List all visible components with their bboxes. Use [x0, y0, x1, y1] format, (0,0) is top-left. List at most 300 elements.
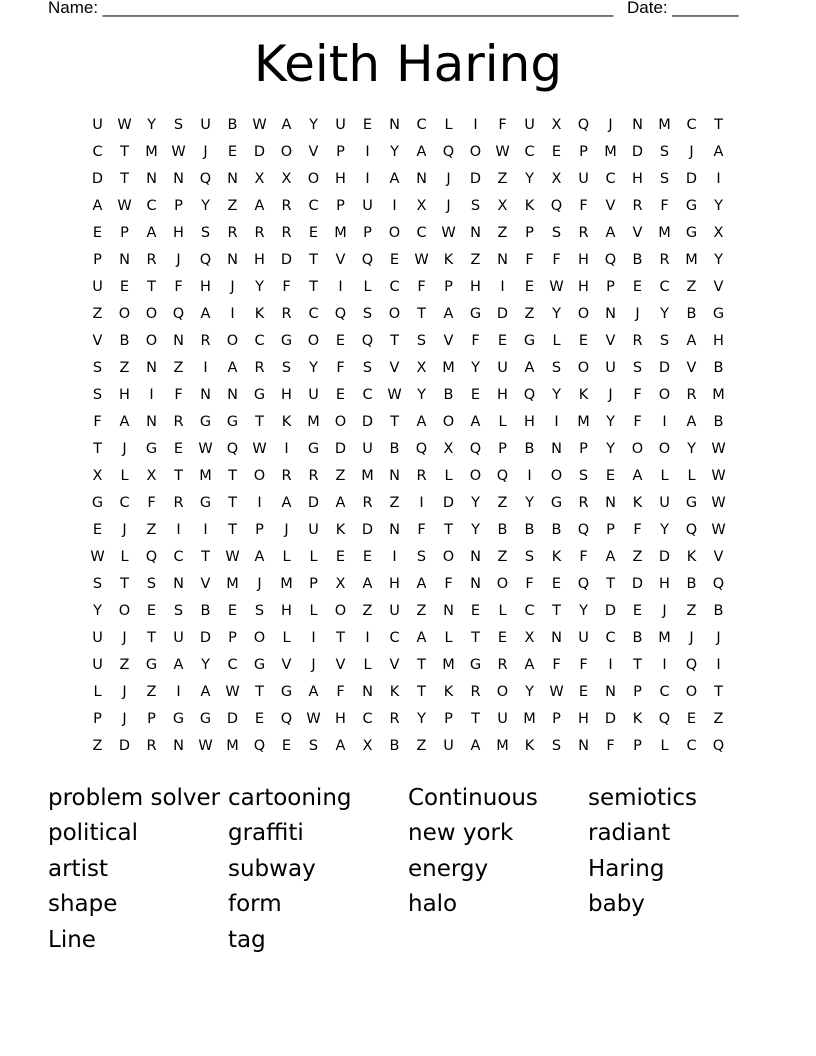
grid-letter: B: [389, 441, 400, 457]
grid-letter: R: [281, 468, 292, 484]
grid-letter: O: [658, 387, 671, 403]
grid-letter: M: [145, 144, 158, 160]
grid-letter: A: [335, 738, 346, 754]
grid-letter: A: [524, 657, 535, 673]
grid-letter: T: [309, 252, 318, 268]
grid-letter: A: [254, 549, 265, 565]
grid-letter: C: [524, 603, 535, 619]
word-bank-item: artist: [48, 855, 108, 882]
grid-letter: R: [497, 657, 508, 673]
grid-letter: T: [714, 117, 723, 133]
grid-letter: Y: [714, 198, 723, 214]
grid-letter: A: [470, 738, 481, 754]
grid-letter: Y: [93, 603, 102, 619]
grid-letter: D: [442, 495, 455, 511]
grid-letter: W: [198, 441, 213, 457]
grid-letter: U: [335, 117, 346, 133]
grid-letter: M: [604, 144, 617, 160]
grid-letter: Z: [119, 657, 130, 673]
grid-letter: U: [92, 630, 103, 646]
grid-letter: Q: [226, 441, 239, 457]
word-bank-item: energy: [408, 855, 489, 882]
grid-letter: I: [149, 387, 154, 403]
grid-letter: J: [446, 198, 451, 214]
grid-letter: F: [336, 360, 345, 376]
date-field-label: Date: _______: [627, 0, 739, 17]
grid-letter: C: [686, 738, 697, 754]
grid-letter: N: [173, 738, 184, 754]
grid-letter: O: [388, 306, 401, 322]
grid-row: [84, 571, 732, 598]
grid-letter: E: [92, 225, 103, 241]
grid-letter: V: [605, 198, 616, 214]
grid-letter: F: [417, 522, 426, 538]
grid-letter: G: [469, 657, 482, 673]
grid-letter: N: [470, 225, 481, 241]
grid-letter: I: [419, 495, 424, 511]
grid-letter: X: [551, 171, 562, 187]
grid-letter: J: [122, 441, 127, 457]
grid-letter: T: [417, 306, 426, 322]
grid-letter: H: [335, 711, 346, 727]
grid-letter: F: [579, 549, 588, 565]
grid-letter: U: [605, 360, 616, 376]
grid-letter: O: [145, 333, 158, 349]
grid-letter: T: [552, 603, 561, 619]
grid-letter: Y: [417, 711, 426, 727]
grid-letter: U: [578, 630, 589, 646]
grid-letter: B: [686, 306, 697, 322]
grid-letter: F: [417, 279, 426, 295]
grid-letter: Z: [92, 738, 103, 754]
grid-letter: L: [93, 684, 102, 700]
grid-letter: S: [659, 333, 670, 349]
grid-letter: W: [171, 144, 186, 160]
grid-letter: G: [307, 441, 320, 457]
grid-letter: C: [308, 306, 319, 322]
grid-letter: X: [362, 738, 373, 754]
grid-letter: T: [633, 657, 642, 673]
grid-letter: P: [363, 225, 372, 241]
grid-letter: I: [230, 306, 235, 322]
grid-letter: J: [122, 684, 127, 700]
grid-letter: X: [92, 468, 103, 484]
grid-letter: C: [389, 279, 400, 295]
grid-letter: P: [120, 225, 129, 241]
grid-letter: U: [200, 117, 211, 133]
grid-letter: N: [173, 333, 184, 349]
grid-letter: D: [226, 711, 239, 727]
grid-letter: E: [308, 225, 319, 241]
grid-letter: O: [442, 414, 455, 430]
grid-letter: Z: [146, 684, 157, 700]
grid-letter: F: [606, 738, 615, 754]
grid-letter: Y: [525, 684, 534, 700]
grid-letter: R: [173, 414, 184, 430]
grid-letter: E: [362, 549, 373, 565]
grid-letter: T: [390, 414, 399, 430]
grid-letter: D: [604, 711, 617, 727]
grid-letter: P: [309, 576, 318, 592]
grid-letter: T: [120, 144, 129, 160]
grid-letter: W: [387, 387, 402, 403]
grid-letter: S: [254, 603, 265, 619]
grid-row: [84, 652, 732, 679]
grid-letter: F: [552, 252, 561, 268]
grid-letter: A: [470, 414, 481, 430]
grid-letter: L: [687, 468, 696, 484]
grid-letter: Y: [579, 603, 588, 619]
grid-letter: E: [578, 333, 589, 349]
grid-letter: K: [551, 549, 562, 565]
grid-letter: Z: [497, 495, 508, 511]
grid-letter: M: [361, 468, 374, 484]
grid-letter: Z: [119, 360, 130, 376]
grid-letter: A: [416, 144, 427, 160]
grid-letter: F: [147, 495, 156, 511]
grid-letter: Q: [361, 252, 374, 268]
grid-letter: L: [282, 549, 291, 565]
grid-letter: F: [471, 333, 480, 349]
grid-row: [84, 166, 732, 193]
grid-letter: O: [469, 468, 482, 484]
grid-letter: H: [281, 387, 292, 403]
grid-letter: W: [414, 252, 429, 268]
grid-letter: C: [119, 495, 130, 511]
grid-letter: U: [578, 171, 589, 187]
grid-letter: W: [495, 144, 510, 160]
grid-letter: V: [605, 333, 616, 349]
grid-letter: F: [174, 279, 183, 295]
grid-letter: D: [658, 549, 671, 565]
grid-letter: F: [579, 657, 588, 673]
grid-letter: I: [176, 684, 181, 700]
grid-letter: V: [686, 360, 697, 376]
grid-letter: Y: [201, 198, 210, 214]
word-bank-item: shape: [48, 891, 118, 918]
grid-letter: S: [551, 738, 562, 754]
grid-letter: E: [146, 603, 157, 619]
grid-letter: H: [200, 279, 211, 295]
grid-letter: E: [551, 144, 562, 160]
grid-letter: Z: [713, 711, 724, 727]
word-bank-item: Line: [48, 926, 96, 953]
grid-letter: J: [122, 630, 127, 646]
grid-letter: W: [90, 549, 105, 565]
grid-letter: N: [146, 360, 157, 376]
grid-letter: U: [92, 117, 103, 133]
grid-letter: A: [119, 414, 130, 430]
grid-letter: C: [659, 684, 670, 700]
grid-letter: U: [92, 279, 103, 295]
grid-letter: Y: [660, 306, 669, 322]
grid-letter: J: [122, 522, 127, 538]
grid-letter: T: [390, 333, 399, 349]
grid-letter: D: [658, 360, 671, 376]
word-bank-item: radiant: [588, 820, 671, 847]
word-bank: [48, 780, 768, 958]
grid-letter: F: [525, 576, 534, 592]
grid-letter: W: [252, 441, 267, 457]
grid-letter: B: [389, 738, 400, 754]
grid-letter: Q: [442, 144, 455, 160]
grid-row: [84, 409, 732, 436]
word-bank-row: [48, 816, 768, 852]
grid-letter: W: [117, 117, 132, 133]
grid-letter: C: [92, 144, 103, 160]
grid-letter: I: [527, 468, 532, 484]
grid-letter: L: [444, 468, 453, 484]
grid-row: [84, 517, 732, 544]
grid-letter: E: [470, 603, 481, 619]
grid-letter: E: [362, 117, 373, 133]
grid-letter: O: [226, 333, 239, 349]
grid-letter: G: [145, 657, 158, 673]
grid-letter: F: [174, 387, 183, 403]
grid-letter: E: [92, 522, 103, 538]
grid-letter: E: [497, 630, 508, 646]
grid-letter: Y: [606, 441, 615, 457]
grid-letter: E: [497, 333, 508, 349]
grid-letter: F: [633, 522, 642, 538]
grid-letter: H: [578, 279, 589, 295]
grid-letter: A: [686, 333, 697, 349]
grid-letter: C: [362, 387, 373, 403]
grid-letter: T: [201, 549, 210, 565]
grid-letter: Y: [417, 387, 426, 403]
grid-letter: W: [198, 738, 213, 754]
grid-letter: L: [444, 117, 453, 133]
grid-letter: U: [92, 657, 103, 673]
word-bank-item: tag: [228, 926, 266, 953]
grid-letter: Z: [389, 495, 400, 511]
grid-letter: W: [711, 522, 726, 538]
grid-letter: N: [632, 117, 643, 133]
grid-letter: T: [444, 522, 453, 538]
grid-letter: F: [660, 198, 669, 214]
grid-letter: W: [252, 117, 267, 133]
grid-letter: P: [255, 522, 264, 538]
grid-letter: M: [712, 387, 725, 403]
grid-letter: A: [605, 549, 616, 565]
grid-letter: Q: [361, 333, 374, 349]
grid-letter: N: [227, 171, 238, 187]
grid-letter: U: [497, 360, 508, 376]
grid-letter: N: [173, 171, 184, 187]
grid-letter: W: [225, 684, 240, 700]
grid-letter: Q: [415, 441, 428, 457]
grid-letter: O: [334, 603, 347, 619]
grid-letter: R: [659, 252, 670, 268]
grid-letter: M: [658, 225, 671, 241]
grid-row: [84, 220, 732, 247]
grid-letter: I: [257, 495, 262, 511]
grid-letter: S: [200, 225, 211, 241]
grid-row: [84, 436, 732, 463]
grid-letter: Y: [525, 495, 534, 511]
grid-letter: D: [361, 414, 374, 430]
grid-letter: C: [416, 117, 427, 133]
grid-letter: B: [524, 522, 535, 538]
grid-letter: C: [227, 657, 238, 673]
grid-letter: A: [686, 414, 697, 430]
grid-letter: E: [632, 279, 643, 295]
grid-letter: A: [227, 360, 238, 376]
grid-letter: P: [579, 144, 588, 160]
grid-letter: R: [146, 738, 157, 754]
grid-letter: H: [632, 171, 643, 187]
word-bank-item: problem solver: [48, 784, 221, 811]
grid-letter: L: [363, 657, 372, 673]
grid-letter: A: [632, 468, 643, 484]
grid-letter: J: [446, 171, 451, 187]
word-bank-row: [48, 887, 768, 923]
grid-letter: T: [606, 576, 615, 592]
grid-letter: P: [174, 198, 183, 214]
grid-letter: Y: [552, 387, 561, 403]
grid-letter: X: [524, 630, 535, 646]
grid-letter: I: [392, 198, 397, 214]
grid-letter: A: [92, 198, 103, 214]
grid-letter: G: [685, 198, 698, 214]
grid-letter: F: [282, 279, 291, 295]
grid-letter: B: [713, 603, 724, 619]
grid-letter: O: [253, 468, 266, 484]
grid-letter: N: [362, 684, 373, 700]
grid-letter: H: [173, 225, 184, 241]
grid-letter: Y: [471, 360, 480, 376]
word-bank-item: subway: [228, 855, 316, 882]
grid-letter: A: [389, 171, 400, 187]
grid-letter: P: [498, 441, 507, 457]
grid-letter: Y: [255, 279, 264, 295]
grid-letter: N: [443, 603, 454, 619]
word-search-grid: [84, 112, 732, 760]
grid-letter: R: [254, 360, 265, 376]
grid-letter: T: [228, 495, 237, 511]
grid-letter: O: [280, 144, 293, 160]
grid-letter: C: [605, 171, 616, 187]
grid-letter: R: [632, 198, 643, 214]
grid-letter: O: [253, 630, 266, 646]
grid-letter: A: [713, 144, 724, 160]
grid-letter: Q: [658, 711, 671, 727]
grid-letter: Q: [172, 306, 185, 322]
grid-letter: P: [606, 522, 615, 538]
grid-letter: S: [362, 360, 373, 376]
grid-letter: Y: [606, 414, 615, 430]
grid-letter: E: [686, 711, 697, 727]
grid-letter: Q: [496, 468, 509, 484]
grid-letter: N: [119, 252, 130, 268]
grid-letter: L: [120, 468, 129, 484]
word-bank-item: halo: [408, 891, 458, 918]
grid-letter: I: [608, 657, 613, 673]
grid-letter: W: [549, 684, 564, 700]
grid-letter: M: [226, 738, 239, 754]
grid-letter: B: [551, 522, 562, 538]
grid-letter: M: [199, 468, 212, 484]
grid-letter: P: [444, 279, 453, 295]
grid-letter: F: [525, 252, 534, 268]
grid-letter: E: [227, 603, 238, 619]
grid-letter: W: [711, 441, 726, 457]
grid-letter: X: [281, 171, 292, 187]
grid-letter: G: [253, 387, 266, 403]
grid-letter: R: [146, 252, 157, 268]
grid-row: [84, 193, 732, 220]
grid-letter: Q: [685, 657, 698, 673]
grid-letter: S: [659, 144, 670, 160]
grid-letter: Y: [660, 522, 669, 538]
grid-letter: A: [281, 495, 292, 511]
grid-letter: M: [658, 117, 671, 133]
grid-letter: V: [713, 549, 724, 565]
grid-letter: W: [225, 549, 240, 565]
grid-letter: D: [631, 576, 644, 592]
grid-letter: Q: [577, 576, 590, 592]
grid-letter: C: [686, 117, 697, 133]
grid-letter: U: [173, 630, 184, 646]
grid-letter: Q: [469, 441, 482, 457]
grid-letter: E: [632, 603, 643, 619]
grid-letter: Z: [416, 603, 427, 619]
grid-letter: J: [122, 711, 127, 727]
word-bank-item: form: [228, 891, 282, 918]
grid-letter: A: [335, 495, 346, 511]
grid-letter: Q: [253, 738, 266, 754]
grid-letter: N: [389, 468, 400, 484]
grid-letter: Y: [471, 522, 480, 538]
grid-letter: H: [578, 711, 589, 727]
grid-letter: D: [631, 144, 644, 160]
grid-letter: I: [716, 171, 721, 187]
grid-letter: S: [173, 603, 184, 619]
grid-letter: N: [551, 441, 562, 457]
grid-letter: S: [146, 576, 157, 592]
grid-letter: D: [118, 738, 131, 754]
grid-letter: A: [416, 630, 427, 646]
grid-letter: F: [93, 414, 102, 430]
grid-letter: B: [200, 603, 211, 619]
grid-letter: Y: [147, 117, 156, 133]
grid-letter: N: [605, 684, 616, 700]
grid-letter: K: [281, 414, 292, 430]
grid-letter: H: [524, 414, 535, 430]
word-bank-item: Continuous: [408, 784, 538, 811]
grid-letter: P: [633, 684, 642, 700]
grid-row: [84, 625, 732, 652]
grid-letter: V: [443, 333, 454, 349]
grid-letter: R: [254, 225, 265, 241]
grid-letter: T: [93, 441, 102, 457]
grid-letter: T: [309, 279, 318, 295]
grid-row: [84, 274, 732, 301]
grid-letter: I: [500, 279, 505, 295]
grid-letter: C: [659, 279, 670, 295]
grid-letter: Q: [685, 522, 698, 538]
word-bank-item: semiotics: [588, 784, 698, 811]
grid-letter: I: [203, 522, 208, 538]
grid-letter: R: [227, 225, 238, 241]
grid-letter: P: [552, 711, 561, 727]
grid-letter: Q: [577, 522, 590, 538]
grid-row: [84, 679, 732, 706]
grid-letter: Q: [199, 171, 212, 187]
grid-letter: C: [416, 225, 427, 241]
grid-letter: S: [92, 387, 103, 403]
grid-letter: W: [117, 198, 132, 214]
